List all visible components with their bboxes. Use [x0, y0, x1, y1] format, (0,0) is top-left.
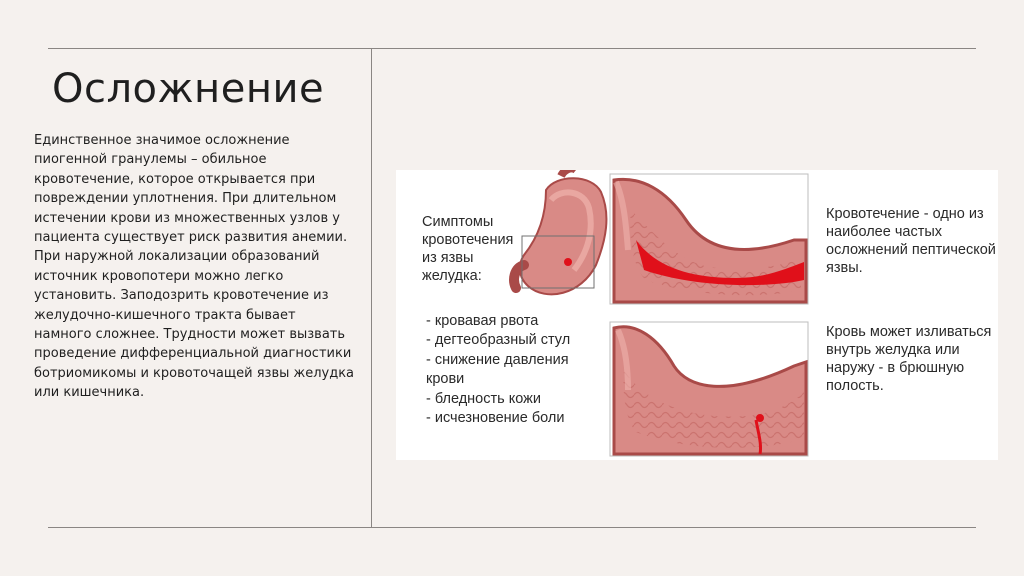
symptom-item: - бледность кожи [426, 390, 541, 407]
stomach-bottom [610, 322, 808, 456]
stomach-ulcer-illustration [396, 170, 998, 460]
symptoms-heading: Симптомы кровотечения из язвы желудка: [422, 214, 514, 284]
slide-body-text: Единственное значимое осложнение пиогенной гранулемы – обильное кровотечение, которое открывается при повреждении уплотнения. При длительном истечении крови из множественных узлов у пациента существует риск развития анемии. При наружной локализации образований источник кровопотери можно легко установить. Заподозрить кровотечение из желудочно-кишечного тракта бывает намного сложнее. Трудности может вызвать проведение дифференциальной диагностики ботриомикомы и кровоточащей язвы желудка или кишечника. [34, 133, 355, 401]
symptom-item: - кровавая рвота [426, 313, 539, 329]
note-bleeding-complication: Кровотечение - одно из наиболее частых осложнений пептической язвы. [826, 206, 996, 276]
symptom-item: - исчезновение боли [426, 410, 565, 427]
note-blood-outflow: Кровь может изливаться внутрь желудка или наружу - в брюшную полость. [826, 324, 992, 394]
column-divider [371, 48, 372, 528]
small-stomach [514, 170, 606, 294]
top-divider [48, 48, 976, 49]
bottom-divider [48, 527, 976, 528]
symptom-item: - дегтеобразный стул [426, 332, 571, 349]
stomach-top [610, 174, 808, 304]
ulcer-spot [564, 258, 572, 266]
slide-title: Осложнение [52, 66, 325, 112]
symptoms-list [426, 312, 576, 428]
symptom-item: - снижение давления крови [426, 351, 569, 388]
